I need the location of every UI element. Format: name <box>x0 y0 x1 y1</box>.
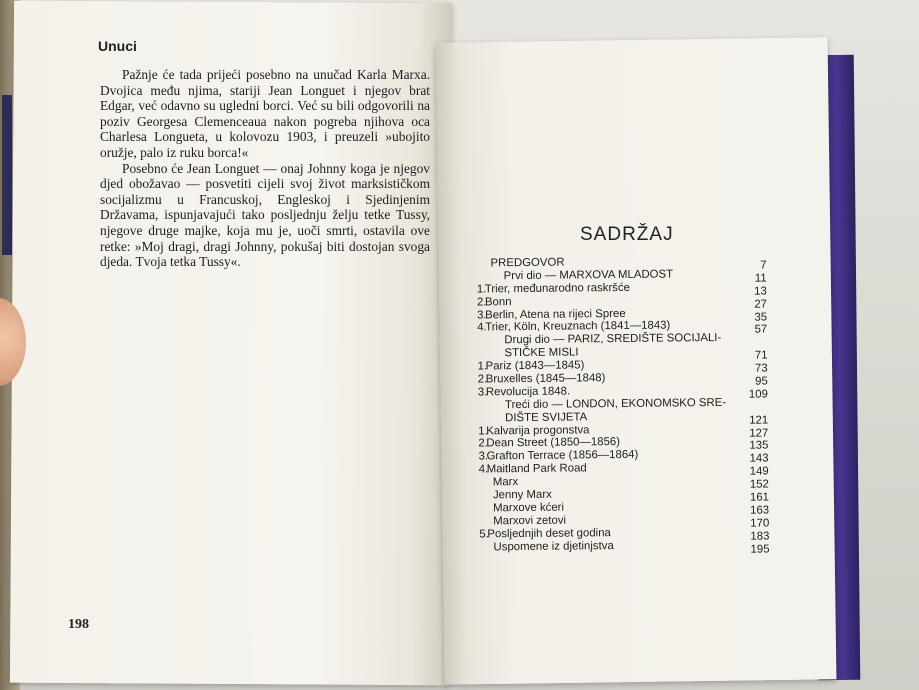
toc-entry-title: Treći dio — LONDON, EKONOMSKO SRE- <box>504 396 727 411</box>
toc-entry-title: DIŠTE SVIJETA <box>505 411 588 424</box>
toc-entry-page: 149 <box>749 465 769 478</box>
toc-entry-number: 1. <box>477 360 488 373</box>
running-header: Unuci <box>98 38 137 54</box>
table-of-contents <box>468 254 769 554</box>
toc-entry-page: 95 <box>755 375 768 388</box>
toc-entry-title: PREDGOVOR <box>490 256 565 270</box>
toc-entry-page: 170 <box>750 517 770 530</box>
toc-entry-title: Prvi dio — MARXOVA MLADOST <box>503 268 674 283</box>
page-number: 198 <box>68 617 89 632</box>
toc-entry-number: 4. <box>477 321 487 334</box>
toc-entry-title: STIČKE MISLI <box>504 346 579 360</box>
toc-entry-number: 4. <box>478 463 489 476</box>
toc-entry-title: Dean Street (1850—1856) <box>486 436 621 450</box>
toc-entry-number: 1. <box>478 424 488 438</box>
toc-entry-title: Pariz (1843—1845) <box>485 359 585 373</box>
toc-entry-number: 2. <box>477 373 488 386</box>
toc-entry-page: 57 <box>754 323 768 337</box>
toc-entry-page: 71 <box>754 349 768 362</box>
toc-entry-page: 73 <box>754 362 768 375</box>
toc-entry-title: Berlin, Atena na rijeci Spree <box>484 307 626 321</box>
paragraph: Posebno će Jean Longuet — onaj Johnny koga je njegov djed obožavao — posvetiti cijeli svoj život marksističkom socijalizmu u Francuskoj, Engleskoj i Sjedinjenim Državama, ispunjavajući tako posljednju želju tetke Tussy, njegove druge majke, koja mu je, uoči smrti, ostavila ove retke: »Moj dragi, dragi Johnny, pokušaj biti dostojan svoga djeda. Tvoja tetka Tussy«. <box>100 160 430 270</box>
toc-entry-title: Bruxelles (1845—1848) <box>485 372 606 386</box>
toc-entry-title: Marx <box>492 476 519 489</box>
toc-entry-title: Trier, Köln, Kreuznach (1841—1843) <box>485 319 671 334</box>
toc-entry-page: 35 <box>754 311 768 324</box>
book-cover-left-strip <box>2 95 12 255</box>
toc-entry-title: Kalvarija progonstva <box>486 423 590 437</box>
toc-entry-title: Uspomene iz djetinjstva <box>493 539 614 553</box>
toc-entry-page: 7 <box>760 259 767 272</box>
toc-entry-title: Trier, međunarodno raskršće <box>484 281 631 296</box>
toc-entry-page: 143 <box>749 452 769 465</box>
toc-entry-page: 27 <box>754 298 768 311</box>
toc-entry-number: 5. <box>479 528 489 541</box>
toc-entry-number: 1. <box>476 283 487 296</box>
toc-entry-number: 3. <box>477 386 488 399</box>
toc-entry-page: 195 <box>750 543 770 556</box>
toc-entry-page: 127 <box>749 427 769 440</box>
toc-entry-number: 3. <box>478 450 489 463</box>
toc-title: SADRŽAJ <box>580 224 674 245</box>
toc-entry-title: Bonn <box>484 295 512 309</box>
toc-entry-page: 163 <box>750 504 770 517</box>
toc-entry-title: Grafton Terrace (1856—1864) <box>486 449 639 463</box>
toc-entry-title: Marxove kćeri <box>493 501 565 515</box>
toc-entry-number: 2. <box>476 296 487 309</box>
toc-entry-page: 135 <box>749 439 769 453</box>
left-page-body <box>100 67 430 270</box>
toc-entry-page: 121 <box>749 414 769 427</box>
toc-entry-title: Marxovi zetovi <box>493 514 567 528</box>
toc-entry-title: Jenny Marx <box>492 488 552 502</box>
toc-entry-page: 109 <box>748 388 768 401</box>
toc-entry-page: 183 <box>750 530 770 543</box>
toc-entry-number: 3. <box>476 308 487 322</box>
toc-entry-number: 2. <box>478 437 488 450</box>
toc-entry-title: Drugi dio — PARIZ, SREDIŠTE SOCIJALI- <box>504 332 722 347</box>
toc-entry-page: 152 <box>749 478 769 491</box>
toc-entry-title: Maitland Park Road <box>486 462 587 476</box>
toc-entry-page: 161 <box>749 491 770 504</box>
paragraph: Pažnje će tada prijeći posebno na unučad Karla Marxa. Dvojica među njima, stariji Jean Longuet i njegov brat Edgar, već odavno su ugledni borci. Već su bili odgovorili na poziv Georgesa Clemenceaua nakon pogreba njihova oca Charlesa Longueta, u kolovozu 1903, i preuzeli »ubojito oružje, palo iz ruku borca!« <box>100 67 430 160</box>
toc-entry-title: Revolucija 1848. <box>485 385 571 399</box>
toc-entry-page: 13 <box>754 285 767 298</box>
toc-entry-title: Posljednjih deset godina <box>487 526 611 541</box>
toc-entry-page: 11 <box>754 272 767 285</box>
